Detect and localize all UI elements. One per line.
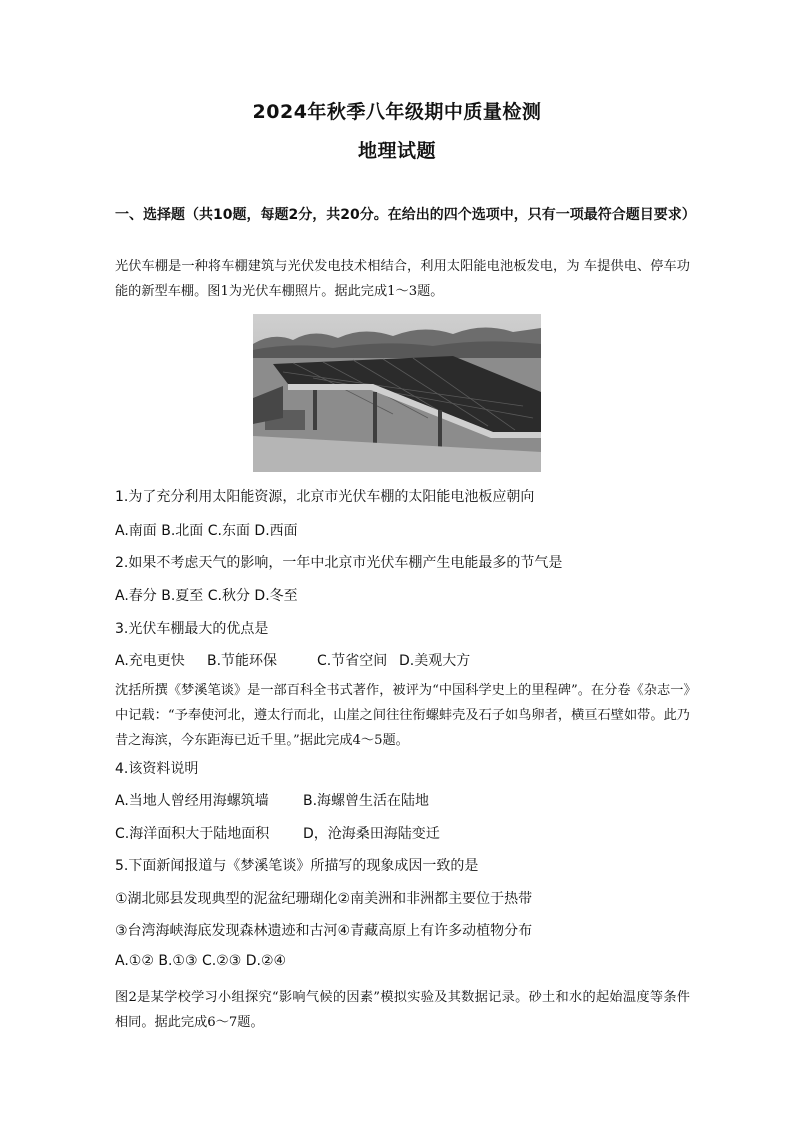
question-3-option-c: C.节省空间 bbox=[317, 653, 388, 669]
question-3-option-a: A.充电更快 bbox=[115, 653, 185, 669]
question-5-statements-2: ③台湾海峡海底发现森林遗迹和古河④青藏高原上有许多动植物分布 bbox=[115, 923, 533, 939]
question-2-options: A.春分 B.夏至 C.秋分 D.冬至 bbox=[115, 588, 298, 604]
exam-title: 2024年秋季八年级期中质量检测 bbox=[252, 101, 542, 123]
question-4-option-b: B.海螺曾生活在陆地 bbox=[303, 793, 430, 809]
question-4-option-d: D，沧海桑田海陆变迁 bbox=[303, 826, 440, 842]
question-3-option-d: D.美观大方 bbox=[399, 653, 471, 669]
question-3-option-b: B.节能环保 bbox=[207, 653, 278, 669]
question-4-option-c: C.海洋面积大于陆地面积 bbox=[115, 826, 270, 842]
question-4-stem: 4.该资料说明 bbox=[115, 761, 199, 777]
question-2-stem: 2.如果不考虑天气的影响，一年中北京市光伏车棚产生电能最多的节气是 bbox=[115, 555, 563, 571]
passage-climate-experiment: 图2是某学校学习小组探究“影响气候的因素”模拟实验及其数据记录。砂土和水的起始温度等条件相同。据此完成6～7题。 bbox=[115, 990, 690, 1030]
question-5-stem: 5.下面新闻报道与《梦溪笔谈》所描写的现象成因一致的是 bbox=[115, 858, 479, 874]
passage-solar-carport: 光伏车棚是一种将车棚建筑与光伏发电技术相结合，利用太阳能电池板发电，为 车提供电、停车功能的新型车棚。图1为光伏车棚照片。据此完成1～3题。 bbox=[115, 259, 690, 299]
subject-title: 地理试题 bbox=[357, 140, 436, 162]
passage-mengxi-bitan: 沈括所撰《梦溪笔谈》是一部百科全书式著作，被评为“中国科学史上的里程碑”。在分卷《杂志一》中记载：“予奉使河北，遵太行而北，山崖之间往往衔螺蚌壳及石子如鸟卵者，横亘石壁如带。此乃昔之海滨，今东距海已近千里。”据此完成4～5题。 bbox=[115, 683, 690, 748]
solar-carport-photo bbox=[253, 314, 541, 472]
question-4-option-a: A.当地人曾经用海螺筑墙 bbox=[115, 793, 269, 809]
question-5-statements-1: ①湖北郧县发现典型的泥盆纪珊瑚化②南美洲和非洲都主要位于热带 bbox=[115, 891, 533, 907]
section-heading: 一、选择题（共10题，每题2分，共20分。在给出的四个选项中，只有一项最符合题目要求） bbox=[115, 207, 696, 223]
question-1-stem: 1.为了充分利用太阳能资源，北京市光伏车棚的太阳能电池板应朝向 bbox=[115, 489, 535, 505]
question-1-options: A.南面 B.北面 C.东面 D.西面 bbox=[115, 523, 298, 539]
question-5-options: A.①② B.①③ C.②③ D.②④ bbox=[115, 953, 287, 969]
question-3-stem: 3.光伏车棚最大的优点是 bbox=[115, 621, 269, 637]
